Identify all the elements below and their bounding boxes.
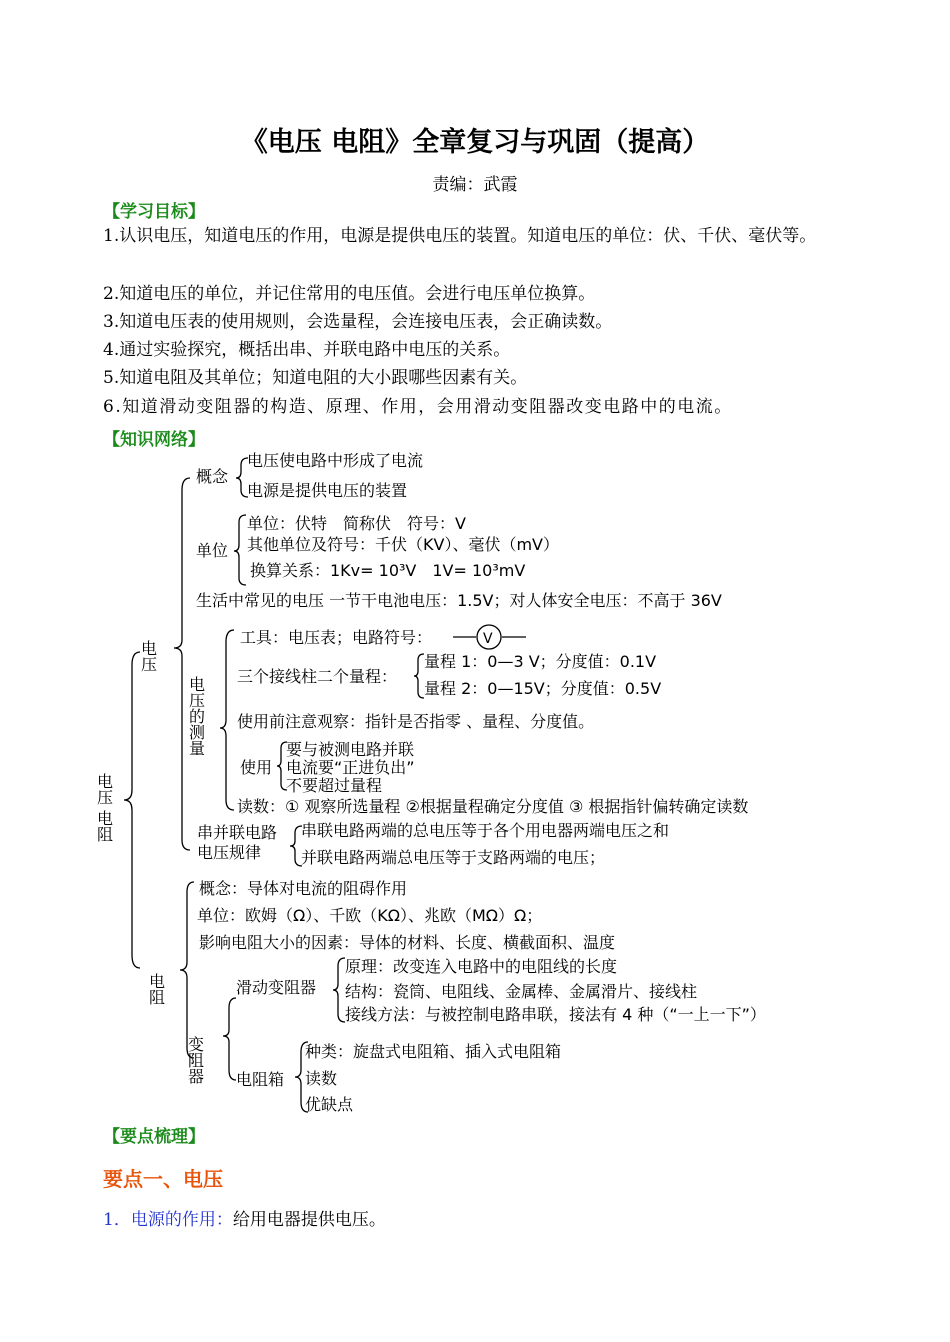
resistance-label: 电阻 (146, 973, 166, 1005)
use-item: 电流要“正进负出” (286, 758, 415, 777)
goal-item: 3.知道电压表的使用规则，会选量程，会连接电压表，会正确读数。 (103, 312, 613, 332)
common-voltages: 生活中常见的电压 一节干电池电压：1.5V；对人体安全电压：不高于 36V (196, 591, 722, 610)
sliding-item: 结构：瓷筒、电阻线、金属棒、金属滑片、接线柱 (345, 982, 698, 1001)
rheostat-label: 变阻器 (185, 1036, 205, 1084)
concept-label: 概念 (196, 467, 229, 486)
box-label: 电阻箱 (236, 1070, 285, 1089)
use-item: 不要超过量程 (286, 776, 383, 795)
root-brace (124, 652, 140, 968)
root-label: 电压 电阻 (94, 773, 114, 843)
knowledge-network-diagram (0, 440, 950, 1120)
rule-label: 串并联电路 (197, 823, 278, 842)
item-number: 1． (103, 1210, 131, 1230)
rule-label: 电压规律 (197, 843, 262, 862)
concept-item: 电压使电路中形成了电流 (247, 451, 424, 470)
sliding-brace (333, 958, 345, 1022)
resistance-brace (180, 882, 194, 1058)
goals-heading: 【学习目标】 (103, 202, 205, 222)
concept-item: 电源是提供电压的装置 (247, 481, 408, 500)
goal-item: 5.知道电阻及其单位；知道电阻的大小跟哪些因素有关。 (103, 368, 528, 388)
reading-line: 读数：① 观察所选量程 ②根据量程确定分度值 ③ 根据指针偏转确定读数 (237, 797, 749, 816)
terminals-line: 三个接线柱二个量程： (237, 667, 398, 686)
voltage-label: 电压 (138, 640, 158, 672)
before-use-line: 使用前注意观察：指针是否指零 、量程、分度值。 (237, 712, 595, 731)
rule-item: 串联电路两端的总电压等于各个用电器两端电压之和 (301, 821, 670, 840)
voltage-brace (174, 478, 190, 850)
box-item: 优缺点 (305, 1095, 354, 1114)
rule-item: 并联电路两端总电压等于支路两端的电压； (301, 848, 606, 867)
unit-item: 单位：伏特 简称伏 符号：V (247, 514, 466, 533)
unit-item: 换算关系：1Kv= 10³V 1V= 10³mV (250, 561, 526, 580)
goal-item: 2.知道电压的单位，并记住常用的电压值。会进行电压单位换算。 (103, 284, 596, 304)
item-text: 给用电器提供电压。 (232, 1210, 386, 1230)
rheostat-brace (223, 998, 236, 1080)
resistance-concept: 概念：导体对电流的阻碍作用 (199, 879, 408, 898)
points-heading: 【要点梳理】 (103, 1127, 205, 1147)
author-line: 责编：武霞 (432, 175, 518, 195)
goal-item: 6.知道滑动变阻器的构造、原理、作用，会用滑动变阻器改变电路中的电流。 (103, 397, 733, 417)
section-heading: 要点一、电压 (103, 1167, 223, 1191)
sliding-label: 滑动变阻器 (236, 978, 317, 997)
box-item: 读数 (305, 1069, 338, 1088)
box-item: 种类：旋盘式电阻箱、插入式电阻箱 (305, 1042, 562, 1061)
meter-symbol-text: V (483, 631, 493, 647)
network-heading: 【知识网络】 (103, 430, 205, 450)
range-item: 量程 1：0—3 V；分度值：0.1V (424, 652, 657, 671)
range-item: 量程 2：0—15V；分度值：0.5V (424, 679, 662, 698)
measure-label: 电压的测量 (186, 676, 206, 756)
page-title: 《电压 电阻》全章复习与巩固（提高） (240, 127, 710, 158)
tool-line: 工具：电压表；电路符号： (240, 628, 433, 647)
unit-item: 其他单位及符号：千伏（KV）、毫伏（mV） (247, 535, 559, 554)
resistance-factors: 影响电阻大小的因素：导体的材料、长度、横截面积、温度 (199, 933, 616, 952)
unit-brace (234, 515, 246, 585)
range-brace (414, 654, 424, 698)
resistance-unit: 单位：欧姆（Ω）、千欧（KΩ）、兆欧（MΩ）Ω； (197, 906, 543, 925)
measure-brace (220, 630, 234, 810)
sliding-item: 接线方法：与被控制电路串联，接法有 4 种（“一上一下”） (345, 1005, 766, 1024)
item-key: 电源的作用： (130, 1210, 233, 1230)
use-label: 使用 (240, 758, 273, 777)
use-item: 要与被测电路并联 (286, 740, 415, 759)
goal-item: 1.认识电压，知道电压的作用，电源是提供电压的装置。知道电压的单位：伏、千伏、毫伏等。 (103, 226, 817, 246)
unit-label: 单位 (196, 541, 229, 560)
sliding-item: 原理：改变连入电路中的电阻线的长度 (345, 957, 618, 976)
goal-item: 4.通过实验探究，概括出串、并联电路中电压的关系。 (103, 340, 511, 360)
